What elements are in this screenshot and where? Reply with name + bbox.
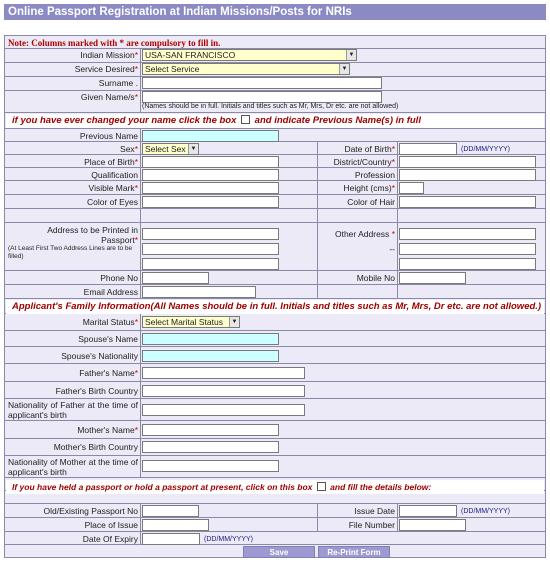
visible-mark-input[interactable]: [142, 182, 279, 194]
row-divider: [4, 517, 546, 518]
row-divider: [4, 381, 546, 382]
column-divider: [140, 48, 141, 112]
father-birth-country-label: Father's Birth Country: [55, 386, 138, 396]
mother-birth-country-label: Mother's Birth Country: [53, 442, 138, 452]
row-divider: [4, 420, 546, 421]
other-address-line-3-input[interactable]: [399, 258, 536, 270]
place-of-birth-label: Place of Birth*: [84, 157, 138, 167]
mother-nationality-label: Nationality of Mother at the time of applicant's birth: [8, 457, 138, 477]
page-title: Online Passport Registration at Indian Missions/Posts for NRIs: [4, 4, 546, 20]
column-divider: [140, 313, 141, 477]
other-address-line-1-input[interactable]: [399, 228, 536, 240]
row-divider: [4, 194, 546, 195]
column-divider: [317, 141, 318, 298]
spouse-name-input[interactable]: [142, 333, 279, 345]
old-passport-no-label: Old/Existing Passport No: [43, 506, 138, 516]
spouse-nationality-input[interactable]: [142, 350, 279, 362]
changed-name-section: if you have ever changed your name click the box and indicate Previous Name(s) in full: [6, 114, 544, 128]
qualification-label: Qualification: [91, 170, 138, 180]
chevron-down-icon: ▼: [229, 317, 239, 327]
previous-name-label: Previous Name: [79, 131, 138, 141]
marital-status-select[interactable]: Select Marital Status ▼: [142, 316, 240, 328]
date-of-expiry-label: Date Of Expiry: [82, 534, 138, 544]
mother-name-label: Mother's Name*: [77, 425, 138, 435]
row-divider: [4, 438, 546, 439]
date-of-expiry-input[interactable]: [142, 533, 200, 545]
address-lines-note: (At Least First Two Address Lines are to be filled): [8, 245, 133, 260]
other-address-dash: --: [389, 244, 395, 254]
qualification-input[interactable]: [142, 169, 279, 181]
issue-date-input[interactable]: [399, 505, 457, 517]
compulsory-note: Note: Columns marked with * are compulsory to fill in.: [8, 38, 221, 48]
place-of-birth-input[interactable]: [142, 156, 279, 168]
passport-held-section: If you have held a passport or hold a passport at present, click on this box and fill the details below:: [6, 480, 544, 494]
old-passport-no-input[interactable]: [142, 505, 199, 517]
service-desired-label: Service Desired*: [74, 64, 138, 74]
chevron-down-icon: ▼: [188, 144, 198, 154]
column-divider: [140, 503, 141, 544]
address-line-3-input[interactable]: [142, 258, 279, 270]
sex-label: Sex*: [120, 144, 138, 154]
email-label: Email Address: [83, 287, 138, 297]
row-divider: [4, 154, 546, 155]
mother-name-input[interactable]: [142, 424, 279, 436]
color-of-eyes-label: Color of Eyes: [86, 197, 138, 207]
color-of-hair-label: Color of Hair: [347, 197, 395, 207]
given-names-label: Given Name/s*: [80, 92, 138, 102]
passport-held-checkbox[interactable]: [317, 482, 326, 491]
spouse-nationality-label: Spouse's Nationality: [61, 351, 138, 361]
previous-name-input[interactable]: [142, 130, 279, 142]
indian-mission-select[interactable]: USA-SAN FRANCISCO ▼: [142, 49, 357, 61]
date-of-birth-hint: (DD/MM/YYYY): [461, 146, 510, 153]
row-divider: [4, 531, 546, 532]
profession-input[interactable]: [399, 169, 536, 181]
mother-birth-country-input[interactable]: [142, 441, 279, 453]
row-divider: [4, 503, 546, 504]
height-label: Height (cms)*: [343, 183, 395, 193]
indian-mission-label: Indian Mission*: [80, 50, 138, 60]
address-line-1-input[interactable]: [142, 228, 279, 240]
row-divider: [4, 346, 546, 347]
family-info-section: Applicant's Family Information(All Names should be in full. Initials and titles such as Mr, Mrs, Dr etc. are not allowed.): [6, 300, 544, 314]
save-button[interactable]: Save: [243, 546, 315, 558]
row-divider: [4, 270, 546, 271]
visible-mark-label: Visible Mark*: [88, 183, 138, 193]
date-of-birth-label: Date of Birth*: [344, 144, 395, 154]
issue-date-hint: (DD/MM/YYYY): [461, 508, 510, 515]
color-of-hair-input[interactable]: [399, 196, 536, 208]
given-names-hint: (Names should be in full. Initials and titles such as Mr, Mrs, Dr etc. are not allowed): [142, 103, 399, 110]
mobile-no-input[interactable]: [399, 272, 466, 284]
column-divider: [397, 141, 398, 298]
row-divider: [4, 298, 546, 299]
phone-no-input[interactable]: [142, 272, 209, 284]
color-of-eyes-input[interactable]: [142, 196, 279, 208]
mother-nationality-input[interactable]: [142, 460, 279, 472]
row-divider: [4, 112, 546, 113]
row-divider: [4, 330, 546, 331]
row-divider: [4, 455, 546, 456]
father-name-input[interactable]: [142, 367, 305, 379]
address-line-2-input[interactable]: [142, 243, 279, 255]
row-divider: [4, 363, 546, 364]
file-number-input[interactable]: [399, 519, 466, 531]
height-input[interactable]: [399, 182, 424, 194]
father-nationality-label: Nationality of Father at the time of applicant's birth: [8, 400, 138, 420]
other-address-label: Other Address *: [334, 229, 395, 239]
mobile-no-label: Mobile No: [356, 273, 395, 283]
place-of-issue-label: Place of Issue: [84, 520, 138, 530]
district-country-input[interactable]: [399, 156, 536, 168]
column-divider: [317, 503, 318, 531]
file-number-label: File Number: [348, 520, 395, 530]
row-divider: [4, 544, 546, 545]
row-divider: [4, 398, 546, 399]
date-of-expiry-hint: (DD/MM/YYYY): [204, 536, 253, 543]
profession-label: Profession: [354, 170, 395, 180]
father-name-label: Father's Name*: [79, 368, 138, 378]
surname-input[interactable]: [142, 77, 382, 89]
changed-name-checkbox[interactable]: [241, 115, 250, 124]
father-nationality-input[interactable]: [142, 404, 305, 416]
spouse-name-label: Spouse's Name: [78, 334, 138, 344]
row-divider: [4, 284, 546, 285]
issue-date-label: Issue Date: [354, 506, 395, 516]
district-country-label: District/Country*: [333, 157, 395, 167]
column-divider: [397, 503, 398, 531]
email-input[interactable]: [142, 286, 256, 298]
father-birth-country-input[interactable]: [142, 385, 305, 397]
sex-select[interactable]: Select Sex ▼: [142, 143, 199, 155]
address-printed-label: Address to be Printed in Passport*: [47, 225, 138, 245]
date-of-birth-input[interactable]: [399, 143, 457, 155]
phone-no-label: Phone No: [100, 273, 138, 283]
other-address-line-2-input[interactable]: [399, 243, 536, 255]
marital-status-label: Marital Status*: [82, 317, 138, 327]
service-desired-select[interactable]: Select Service ▼: [142, 63, 350, 75]
chevron-down-icon: ▼: [346, 50, 356, 60]
row-divider: [4, 208, 546, 209]
given-names-input[interactable]: [142, 91, 382, 103]
chevron-down-icon: ▼: [339, 64, 349, 74]
column-divider: [140, 128, 141, 298]
surname-label: Surname .: [98, 78, 138, 88]
reprint-form-button[interactable]: Re-Print Form: [318, 546, 390, 558]
row-divider: [4, 222, 546, 223]
row-divider: [4, 128, 546, 129]
row-divider: [4, 477, 546, 478]
place-of-issue-input[interactable]: [142, 519, 209, 531]
